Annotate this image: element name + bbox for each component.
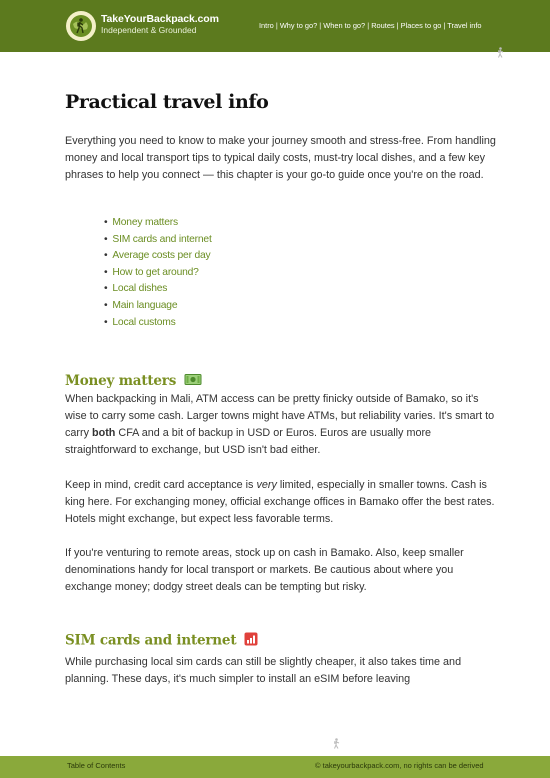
money-p1-text-a: When backpacking in Mali, ATM access can be pretty finicky outside of Bamako, so it's wise to carry some cash. Larger towns might have ATMs, but reliability varies. It's smart to carry — [65, 393, 495, 439]
toc-money-matters[interactable]: • Money matters — [104, 215, 212, 232]
money-p2-text-a: Keep in mind, credit card acceptance is — [65, 479, 257, 491]
brand — [101, 13, 219, 36]
toc-sim-cards[interactable]: • SIM cards and internet — [104, 232, 212, 249]
nav-routes[interactable]: Routes — [371, 21, 395, 30]
sim-paragraph-1: While purchasing local sim cards can still be slightly cheaper, it also takes time and planning. These days, it's much simpler to install an eSIM before leaving — [65, 656, 462, 685]
nav-when-to-go[interactable]: When to go? — [323, 21, 366, 30]
brand-tagline: Independent & Grounded — [101, 25, 197, 35]
toc-average-costs[interactable]: • Average costs per day — [104, 248, 212, 265]
toc-local-dishes[interactable]: • Local dishes — [104, 281, 212, 298]
money-p1-emphasis: both — [92, 427, 116, 439]
chapter-contents — [104, 215, 212, 331]
money-matters-heading — [65, 373, 202, 390]
nav-intro[interactable]: Intro — [259, 21, 274, 30]
page-title: Practical travel info — [65, 91, 269, 113]
copyright-notice: © takeyourbackpack.com, no rights can be derived — [315, 761, 484, 770]
page-header — [0, 0, 550, 52]
money-paragraph-2 — [65, 477, 497, 528]
table-of-contents-link[interactable]: Table of Contents — [67, 761, 126, 770]
money-paragraph-1 — [65, 391, 497, 459]
globe-backpacker-icon — [68, 13, 94, 39]
brand-logo[interactable] — [66, 11, 96, 41]
brand-name[interactable]: TakeYourBackpack.com — [101, 13, 219, 25]
toc-main-language[interactable]: • Main language — [104, 298, 212, 315]
nav-why-to-go[interactable]: Why to go? — [279, 21, 318, 30]
toc-get-around[interactable]: • How to get around? — [104, 265, 212, 282]
antenna-bars-icon — [244, 632, 258, 650]
toc-local-customs[interactable]: • Local customs — [104, 315, 212, 332]
money-p2-text-c: limited, especially in smaller towns. Cash is king here. For exchanging money, official exchange offices in Bamako offer the best rates. Hotels might exchange, but expect less favorable terms. — [65, 479, 495, 525]
money-matters-heading-text: Money matters — [65, 373, 177, 389]
banknote-icon — [184, 373, 202, 390]
money-p2-emphasis: very — [256, 479, 277, 491]
intro-paragraph: Everything you need to know to make your journey smooth and stress-free. From handling money and local transport tips to typical daily costs, must-try local dishes, and a few key phrases to help you connect — this chapter is your go-to guide once you're on the road. — [65, 135, 496, 181]
page-footer — [0, 756, 550, 778]
hiker-icon — [332, 738, 341, 751]
nav-travel-info[interactable]: Travel info — [447, 21, 482, 30]
nav-places-to-go[interactable]: Places to go — [400, 21, 442, 30]
money-paragraph-3: If you're venturing to remote areas, stock up on cash in Bamako. Also, keep smaller denominations handy for local transport or markets. Be cautious about where you exchange money; dodgy street deals can be tempting but risky. — [65, 547, 464, 593]
sim-cards-heading-text: SIM cards and internet — [65, 632, 237, 649]
hiker-icon — [496, 47, 505, 60]
money-p1-text-c: CFA and a bit of backup in USD or Euros. Euros are usually more straightforward to exchange, but USD isn't bad either. — [65, 427, 432, 456]
top-navigation: Intro | Why to go? | When to go? | Routes | Places to go | Travel info — [259, 21, 482, 30]
sim-cards-heading — [65, 632, 258, 650]
